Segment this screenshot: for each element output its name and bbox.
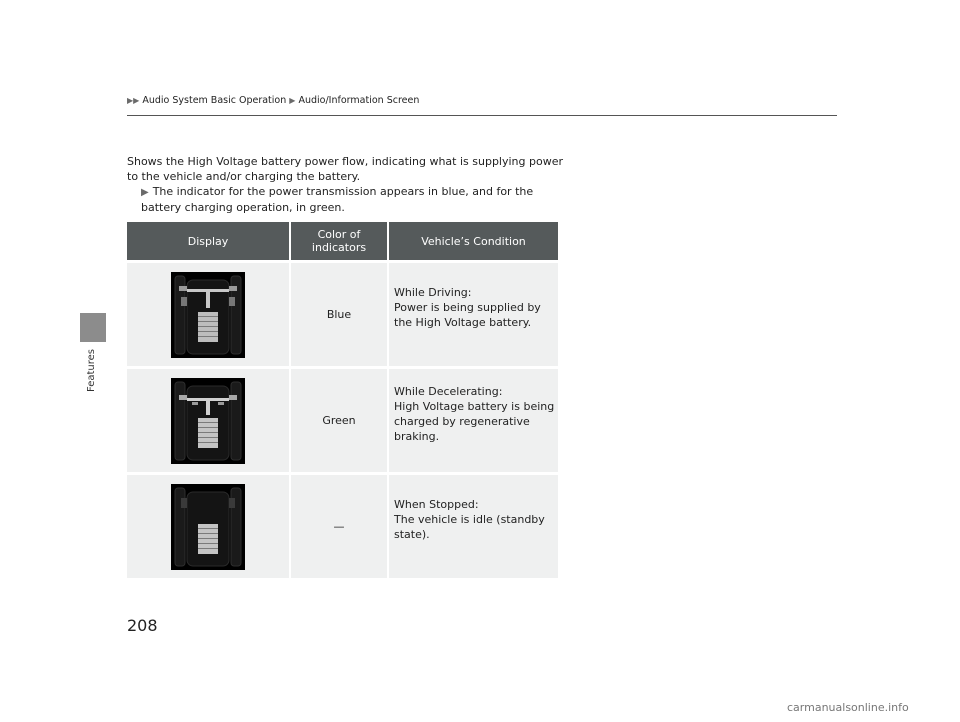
color-cell: Blue <box>291 263 389 366</box>
table-row <box>127 475 558 578</box>
condition-cell <box>389 475 558 578</box>
display-cell <box>127 475 291 578</box>
power-flow-driving-icon <box>171 272 245 358</box>
condition-cell <box>389 369 558 472</box>
note-text: The indicator for the power transmission appears in blue, and for the battery charging operation, in green. <box>141 185 534 214</box>
breadcrumb-item[interactable]: Audio/Information Screen <box>298 95 420 106</box>
color-cell: — <box>291 475 389 578</box>
breadcrumb-item[interactable]: Audio System Basic Operation <box>142 95 287 106</box>
header-display: Display <box>127 222 291 260</box>
condition-text: Power is being supplied by the High Voltage battery. <box>394 301 541 329</box>
power-flow-stopped-icon <box>171 484 245 570</box>
section-tab <box>80 313 106 342</box>
intro-note <box>141 184 571 215</box>
power-flow-decelerating-icon <box>171 378 245 464</box>
breadcrumb-arrow-icon: ▶ <box>289 96 296 105</box>
table-row <box>127 369 558 472</box>
indicator-table <box>127 222 558 578</box>
page-number: 208 <box>127 616 158 635</box>
table-row <box>127 263 558 366</box>
condition-text: High Voltage battery is being charged by regenerative braking. <box>394 399 555 443</box>
condition-text: The vehicle is idle (standby state). <box>394 513 545 541</box>
section-label: Features <box>86 349 97 392</box>
table-header <box>127 222 558 260</box>
condition-title: While Driving: <box>394 286 472 299</box>
intro-text: Shows the High Voltage battery power flow, indicating what is supplying power to the vehicle and/or charging the battery. <box>127 155 563 183</box>
breadcrumb-arrow-icon: ▶▶ <box>127 96 140 105</box>
condition-title: While Decelerating: <box>394 384 503 398</box>
condition-title: When Stopped: <box>394 498 479 511</box>
breadcrumb <box>127 95 419 106</box>
header-color: Color of indicators <box>291 222 389 260</box>
watermark: carmanualsonline.info <box>787 701 909 714</box>
header-rule <box>127 115 837 116</box>
header-condition: Vehicle’s Condition <box>421 234 526 248</box>
condition-cell <box>389 263 558 366</box>
display-cell <box>127 369 291 472</box>
color-cell: Green <box>291 369 389 472</box>
note-arrow-icon: ▶ <box>141 187 149 198</box>
display-cell <box>127 263 291 366</box>
